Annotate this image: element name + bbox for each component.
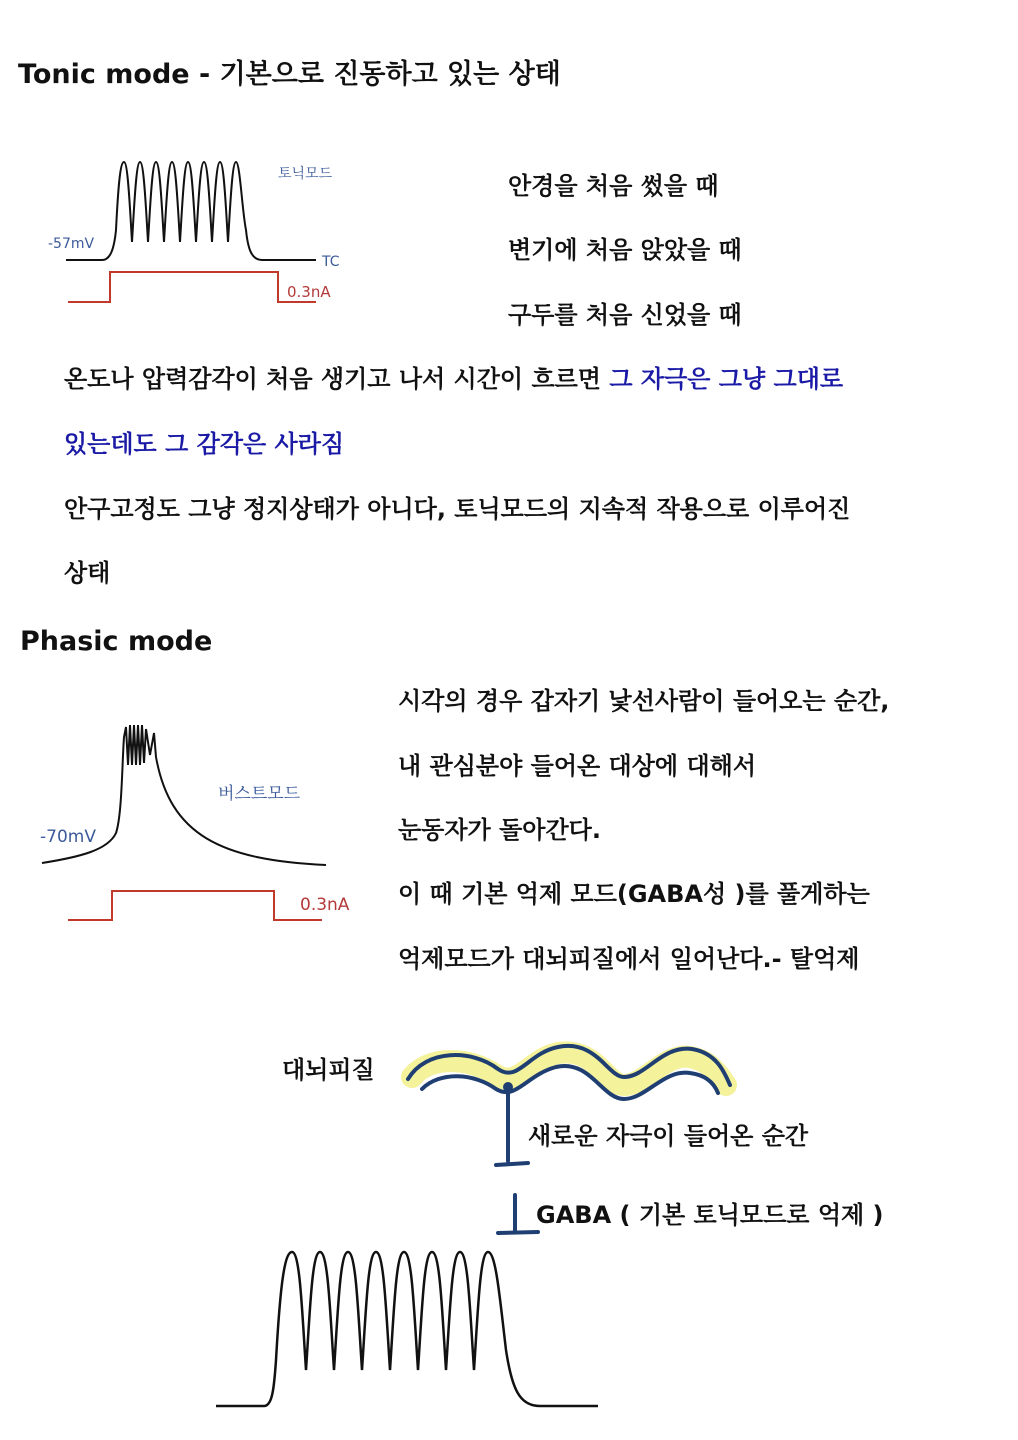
cortex-label: 대뇌피질 bbox=[282, 1056, 375, 1084]
phasic-graph-label: 버스트모드 bbox=[218, 784, 301, 804]
phasic-voltage-label: -70mV bbox=[40, 827, 96, 847]
tonic-paragraph-1-line-2: 있는데도 그 감각은 사라짐 bbox=[64, 430, 345, 458]
neuron-axon bbox=[496, 1087, 528, 1165]
tonic-cell-label: TC bbox=[322, 254, 340, 270]
tonic-heading: Tonic mode - 기본으로 진동하고 있는 상태 bbox=[18, 59, 561, 90]
gaba-terminal bbox=[498, 1195, 538, 1233]
para1-blue-text: 그 자극은 그냥 그대로 bbox=[609, 365, 844, 393]
tonic-example-2: 변기에 처음 앉았을 때 bbox=[508, 236, 742, 264]
phasic-line-3: 눈동자가 돌아간다. bbox=[398, 816, 601, 844]
tonic-paragraph-2-line-1: 안구고정도 그냥 정지상태가 아니다, 토닉모드의 지속적 작용으로 이루어진 bbox=[64, 495, 851, 523]
phasic-stim-label: 0.3nA bbox=[300, 895, 350, 915]
phasic-line-1: 시각의 경우 갑자기 낯선사람이 들어오는 순간, bbox=[398, 687, 890, 715]
para1-black-text: 온도나 압력감각이 처음 생기고 나서 시간이 흐르면 bbox=[64, 365, 601, 393]
tonic-voltage-label: -57mV bbox=[48, 236, 95, 252]
phasic-stimulus-trace bbox=[68, 891, 322, 920]
tonic-paragraph-2-line-2: 상태 bbox=[64, 559, 111, 587]
stimulus-label: 새로운 자극이 들어온 순간 bbox=[528, 1122, 809, 1150]
tonic-stimulus-trace bbox=[68, 272, 316, 302]
tonic-stim-label: 0.3nA bbox=[287, 283, 331, 301]
tonic-paragraph-1-line-1 bbox=[64, 359, 843, 394]
phasic-heading: Phasic mode bbox=[20, 626, 213, 657]
bottom-tonic-trace bbox=[210, 1240, 610, 1430]
tonic-graph-label: 토닉모드 bbox=[278, 166, 333, 182]
cortex-highlight bbox=[412, 1052, 726, 1085]
tonic-example-1: 안경을 처음 썼을 때 bbox=[508, 172, 719, 200]
tonic-example-3: 구두를 처음 신었을 때 bbox=[508, 301, 742, 329]
gaba-label: GABA ( 기본 토닉모드로 억제 ) bbox=[536, 1201, 884, 1229]
phasic-line-2: 내 관심분야 들어온 대상에 대해서 bbox=[398, 752, 756, 780]
phasic-line-4: 이 때 기본 억제 모드(GABA성 )를 풀게하는 bbox=[398, 880, 870, 908]
phasic-line-5: 억제모드가 대뇌피질에서 일어난다.- 탈억제 bbox=[398, 945, 860, 973]
